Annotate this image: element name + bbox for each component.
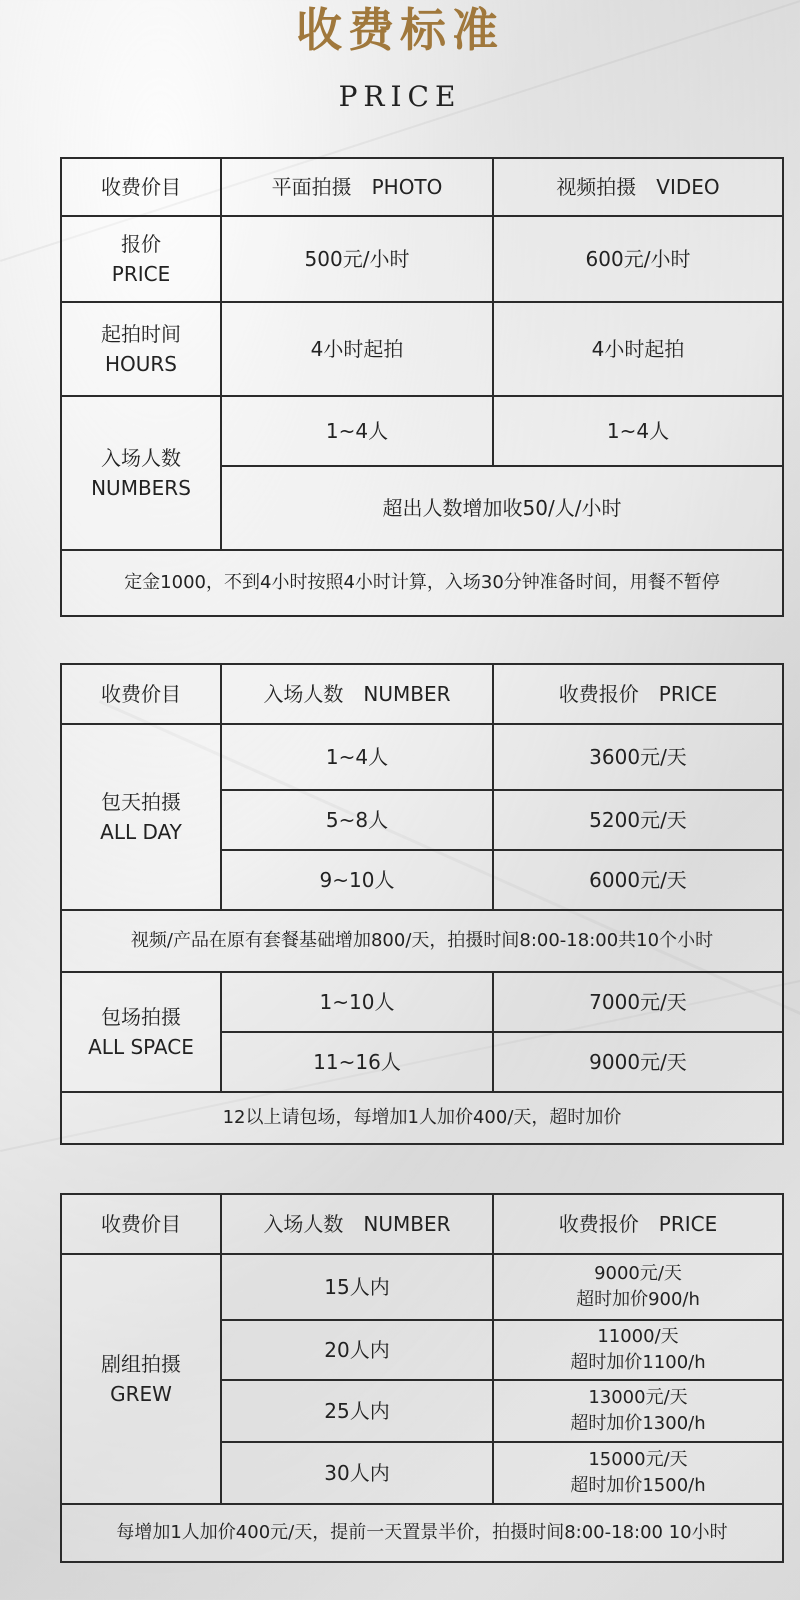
allday-price: 3600元/天 <box>493 724 783 790</box>
crew-price: 13000元/天 超时加价1300/h <box>493 1380 783 1442</box>
deposit-note: 定金1000，不到4小时按照4小时计算，入场30分钟准备时间，用餐不暂停 <box>61 550 783 616</box>
crew-number: 30人内 <box>221 1442 493 1504</box>
page-title: 收费标准 <box>296 3 504 57</box>
photo-hours: 4小时起拍 <box>221 302 493 396</box>
hourly-price-table <box>60 157 784 617</box>
crew-price-table <box>60 1193 784 1563</box>
allday-number: 5~8人 <box>221 790 493 850</box>
photo-price: 500元/小时 <box>221 216 493 302</box>
crew-price: 11000/天 超时加价1100/h <box>493 1320 783 1380</box>
row-label-numbers: 入场人数 NUMBERS <box>61 396 221 550</box>
crew-price: 15000元/天 超时加价1500/h <box>493 1442 783 1504</box>
allday-number: 1~4人 <box>221 724 493 790</box>
allspace-price: 7000元/天 <box>493 972 783 1032</box>
page-subtitle: PRICE <box>338 80 462 113</box>
row-label-hours: 起拍时间 HOURS <box>61 302 221 396</box>
crew-price: 9000元/天 超时加价900/h <box>493 1254 783 1320</box>
crew-number: 20人内 <box>221 1320 493 1380</box>
crew-number: 25人内 <box>221 1380 493 1442</box>
video-numbers: 1~4人 <box>493 396 783 466</box>
allspace-number: 1~10人 <box>221 972 493 1032</box>
row-label-allspace: 包场拍摄 ALL SPACE <box>61 972 221 1092</box>
header-cell: 收费报价 PRICE <box>493 1194 783 1254</box>
allday-price: 5200元/天 <box>493 790 783 850</box>
photo-numbers: 1~4人 <box>221 396 493 466</box>
row-label-price: 报价 PRICE <box>61 216 221 302</box>
video-product-note: 视频/产品在原有套餐基础增加800/天，拍摄时间8:00-18:00共10个小时 <box>61 910 783 972</box>
crew-number: 15人内 <box>221 1254 493 1320</box>
header-cell: 收费报价 PRICE <box>493 664 783 724</box>
header-cell: 收费价目 <box>61 1194 221 1254</box>
allspace-number: 11~16人 <box>221 1032 493 1092</box>
daily-price-table <box>60 663 784 1145</box>
header-cell: 收费价目 <box>61 664 221 724</box>
video-price: 600元/小时 <box>493 216 783 302</box>
header-cell: 入场人数 NUMBER <box>221 1194 493 1254</box>
allspace-price: 9000元/天 <box>493 1032 783 1092</box>
header-cell: 入场人数 NUMBER <box>221 664 493 724</box>
header-cell: 平面拍摄 PHOTO <box>221 158 493 216</box>
extra-people-fee: 超出人数增加收50/人/小时 <box>221 466 783 550</box>
row-label-crew: 剧组拍摄 GREW <box>61 1254 221 1504</box>
crew-note: 每增加1人加价400元/天，提前一天置景半价，拍摄时间8:00-18:00 10小时 <box>61 1504 783 1562</box>
allday-price: 6000元/天 <box>493 850 783 910</box>
video-hours: 4小时起拍 <box>493 302 783 396</box>
allspace-note: 12以上请包场，每增加1人加价400/天，超时加价 <box>61 1092 783 1144</box>
row-label-allday: 包天拍摄 ALL DAY <box>61 724 221 910</box>
header-cell: 视频拍摄 VIDEO <box>493 158 783 216</box>
header-cell: 收费价目 <box>61 158 221 216</box>
allday-number: 9~10人 <box>221 850 493 910</box>
